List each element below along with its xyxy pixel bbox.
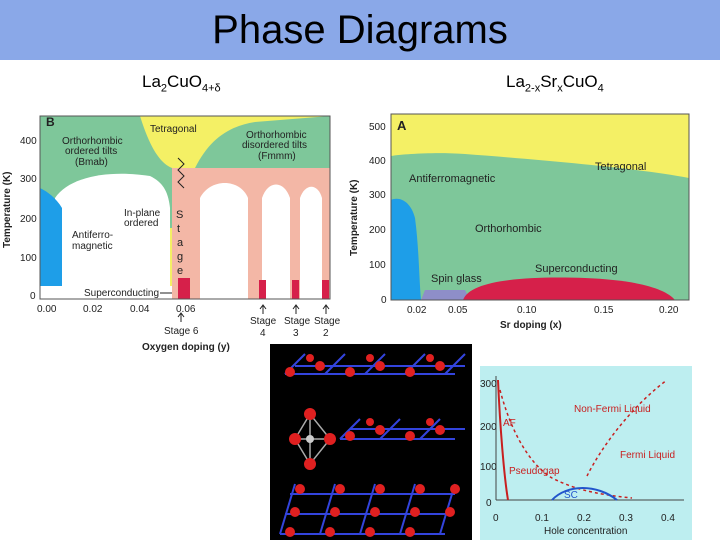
- generic-sc-label: SC: [564, 490, 578, 501]
- right-xtick-0: 0.02: [407, 305, 427, 316]
- generic-xtick-3: 0.3: [619, 513, 633, 524]
- stage2-label-a: Stage: [314, 316, 341, 327]
- generic-xtick-4: 0.4: [661, 513, 675, 524]
- right-xtick-1: 0.05: [448, 305, 468, 316]
- ortho-ordered-label-3: (Bmab): [75, 157, 108, 168]
- spin-glass-region: [421, 290, 470, 300]
- inplane-label-1: In-plane: [124, 208, 161, 219]
- stage6-label: Stage 6: [164, 326, 199, 337]
- ortho-disordered-label-3: (Fmmm): [258, 151, 296, 162]
- left-heading-base: La: [142, 72, 161, 91]
- af-region: [40, 188, 62, 299]
- stage-letter-g: g: [177, 251, 184, 263]
- generic-xlabel: Hole concentration: [544, 526, 628, 537]
- stage2-label-b: 2: [323, 328, 329, 339]
- stage3-arrow: [293, 305, 299, 314]
- tetragonal-label: Tetragonal: [150, 124, 197, 135]
- af-label-1: Antiferro-: [72, 230, 114, 241]
- dome-3: [300, 187, 322, 299]
- stage4-arrow: [260, 305, 266, 314]
- stage4-label-b: 4: [260, 328, 266, 339]
- left-xtick-1: 0.02: [83, 304, 103, 315]
- ortho-ordered-label-1: Orthorhombic: [62, 136, 123, 147]
- stage-letter-a: a: [177, 237, 184, 249]
- right-ytick-500: 500: [369, 122, 386, 133]
- ortho-ordered-label-2: ordered tilts: [65, 146, 118, 157]
- dome-2: [262, 185, 290, 300]
- sc-stage6: [178, 278, 190, 299]
- left-ylabel: Temperature (K): [2, 171, 13, 248]
- stage3-label-b: 3: [293, 328, 299, 339]
- generic-ytick-200: 200: [480, 422, 497, 433]
- sr-doping-phase-diagram: [345, 108, 720, 323]
- left-heading-sub1: 2: [160, 82, 168, 95]
- spin-glass-label: Spin glass: [431, 273, 482, 285]
- superconducting-label: Superconducting: [84, 288, 160, 299]
- generic-ytick-100: 100: [480, 462, 497, 473]
- dome-1: [200, 183, 248, 299]
- left-ytick-200: 200: [20, 214, 37, 225]
- left-xlabel: Oxygen doping (y): [142, 342, 230, 353]
- generic-ytick-300: 300: [480, 379, 497, 390]
- inplane-label-2: ordered: [124, 218, 159, 229]
- tetragonal-label-right: Tetragonal: [595, 161, 647, 173]
- af-label-2: magnetic: [72, 241, 113, 252]
- sc-stage4: [259, 280, 266, 299]
- left-heading: [142, 72, 221, 94]
- right-heading-sub1: 2-x: [524, 82, 541, 95]
- left-ytick-100: 100: [20, 253, 37, 264]
- title-bar: [0, 0, 720, 60]
- right-ytick-100: 100: [369, 260, 386, 271]
- stage-letter-s: S: [176, 209, 184, 221]
- left-ytick-0: 0: [30, 291, 36, 302]
- left-ytick-400: 400: [20, 136, 37, 147]
- left-xtick-0: 0.00: [37, 304, 57, 315]
- ortho-disordered-label-1: Orthorhombic: [246, 130, 307, 141]
- right-ytick-300: 300: [369, 190, 386, 201]
- oxygen-doping-phase-diagram: [0, 108, 345, 353]
- right-xtick-2: 0.10: [517, 305, 537, 316]
- stage2-arrow: [323, 305, 329, 314]
- generic-af-label: AF: [503, 418, 516, 429]
- right-ytick-400: 400: [369, 156, 386, 167]
- right-xlabel: Sr doping (x): [500, 320, 562, 331]
- sc-stage2: [322, 280, 329, 299]
- left-heading-sub2: 4+δ: [202, 82, 221, 95]
- right-heading-sub3: 4: [597, 82, 604, 95]
- stage-letter-e: e: [177, 265, 184, 277]
- generic-xtick-0: 0: [493, 513, 499, 524]
- generic-cuprate-phase-diagram: [472, 366, 692, 540]
- stage-letter-t: t: [177, 223, 181, 235]
- generic-pg-label: Pseudogap: [509, 466, 560, 477]
- right-xtick-3: 0.15: [594, 305, 614, 316]
- left-xtick-2: 0.04: [130, 304, 150, 315]
- right-heading-mid2: CuO: [562, 72, 598, 91]
- right-ytick-200: 200: [369, 225, 386, 236]
- left-ytick-300: 300: [20, 174, 37, 185]
- right-letter: A: [397, 118, 407, 133]
- left-letter: B: [46, 115, 55, 129]
- right-heading-sub2: x: [557, 82, 563, 95]
- sc-stage3: [292, 280, 299, 299]
- ortho-disordered-label-2: disordered tilts: [242, 140, 308, 151]
- right-ytick-0: 0: [381, 295, 387, 306]
- af-label-right: Antiferromagnetic: [409, 173, 496, 185]
- right-heading-mid1: Sr: [540, 72, 558, 91]
- ortho-label-right: Orthorhombic: [475, 223, 542, 235]
- crystal-structure-image: [270, 344, 472, 540]
- left-heading-mid: CuO: [167, 72, 203, 91]
- generic-ytick-0: 0: [486, 498, 492, 509]
- stage3-label-a: Stage: [284, 316, 311, 327]
- right-ylabel: Temperature (K): [349, 179, 360, 256]
- right-xtick-4: 0.20: [659, 305, 679, 316]
- generic-xtick-1: 0.1: [535, 513, 549, 524]
- generic-fl-label: Fermi Liquid: [620, 450, 676, 461]
- left-xtick-3: 0.06: [176, 304, 196, 315]
- right-heading-base: La: [506, 72, 525, 91]
- generic-xtick-2: 0.2: [577, 513, 591, 524]
- sc-label-right: Superconducting: [535, 263, 618, 275]
- generic-nfl-label: Non-Fermi Liquid: [574, 404, 651, 415]
- slide-title: Phase Diagrams: [212, 8, 508, 52]
- stage4-label-a: Stage: [250, 316, 277, 327]
- right-heading: [506, 72, 604, 94]
